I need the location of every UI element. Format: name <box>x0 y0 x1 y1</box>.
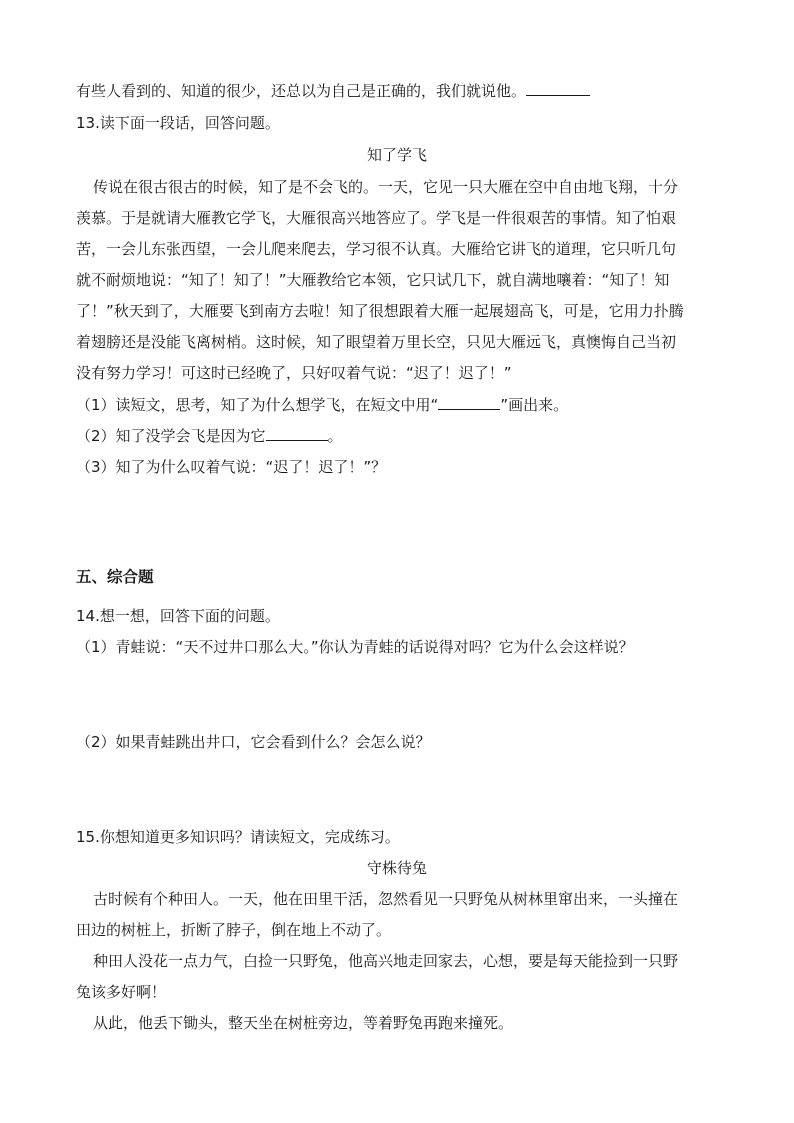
question-15-title: 15.你想知道更多知识吗？请读短文，完成练习。 <box>76 828 400 846</box>
story-line: 羡慕。于是就请大雁教它学飞，大雁很高兴地答应了。学飞是一件很艰苦的事情。知了怕艰 <box>76 209 677 227</box>
question-13-title: 13.读下面一段话，回答问题。 <box>76 114 280 132</box>
story-line: 苦，一会儿东张西望，一会儿爬来爬去，学习很不认真。大雁给它讲飞的道理，它只听几句 <box>76 240 677 258</box>
story-line: 了！”秋天到了，大雁要飞到南方去啦！知了很想跟着大雁一起展翅高飞，可是，它用力扑腾 <box>76 302 684 320</box>
story-line: 着翅膀还是没能飞离树梢。这时候，知了眼望着万里长空，只见大雁远飞，真懊悔自己当初 <box>76 333 677 351</box>
question-13-3: （3）知了为什么叹着气说：“迟了！迟了！”？ <box>76 458 387 476</box>
question-text: （2）知了没学会飞是因为它 <box>76 427 266 445</box>
question-text: ”画出来。 <box>500 396 569 414</box>
story-line: 种田人没花一点力气，白捡一只野兔，他高兴地走回家去，心想，要是每天能捡到一只野 <box>93 952 679 970</box>
answer-blank[interactable] <box>526 80 590 96</box>
question-14-title: 14.想一想，回答下面的问题。 <box>76 607 280 625</box>
story-title: 知了学飞 <box>366 146 427 164</box>
section-heading: 五、综合题 <box>76 568 154 586</box>
story-line: 就不耐烦地说：“知了！知了！”大雁教给它本领，它只试几下，就自满地嚷着：“知了！知 <box>76 271 670 289</box>
story-line: 兔该多好啊！ <box>76 983 167 1001</box>
question-14-2: （2）如果青蛙跳出井口，它会看到什么？会怎么说？ <box>76 733 431 751</box>
question-text: 。 <box>327 427 343 445</box>
story-line: 古时候有个种田人。一天，他在田里干活，忽然看见一只野兔从树林里窜出来，一头撞在 <box>93 890 679 908</box>
question-14-1: （1）青蛙说：“天不过井口那么大。”你认为青蛙的话说得对吗？它为什么会这样说？ <box>76 638 634 656</box>
question-text: （1）读短文，思考，知了为什么想学飞，在短文中用“ <box>76 396 439 414</box>
story-line: 传说在很古很古的时候，知了是不会飞的。一天，它见一只大雁在空中自由地飞翔，十分 <box>93 178 679 196</box>
story-line: 没有努力学习！可这时已经晚了，只好叹着气说：“迟了！迟了！” <box>76 364 512 382</box>
story-line: 田边的树桩上，折断了脖子，倒在地上不动了。 <box>76 921 392 939</box>
question-13-2 <box>76 425 726 447</box>
answer-blank[interactable] <box>438 394 500 410</box>
sentence-text: 有些人看到的、知道的很少，还总以为自己是正确的，我们就说他。 <box>76 82 527 100</box>
question-13-1 <box>76 394 726 416</box>
story-title: 守株待兔 <box>366 859 427 877</box>
text-line <box>76 80 726 102</box>
answer-blank[interactable] <box>266 425 328 441</box>
story-line: 从此，他丢下锄头，整天坐在树桩旁边，等着野兔再跑来撞死。 <box>93 1014 514 1032</box>
